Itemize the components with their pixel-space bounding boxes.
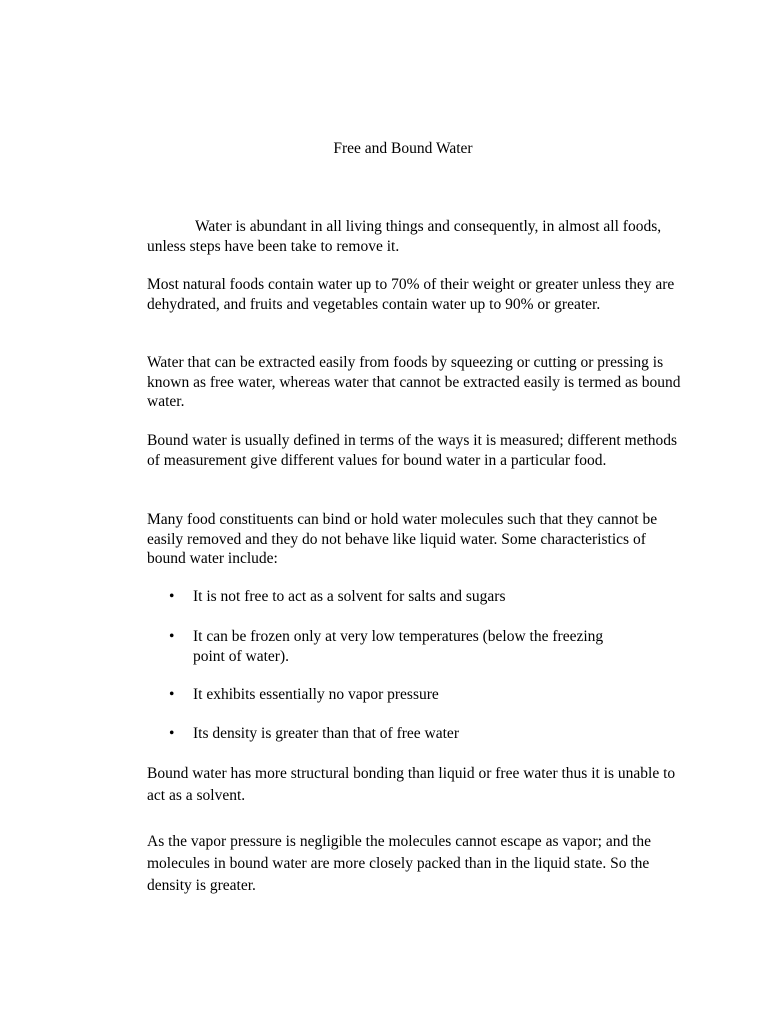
paragraph-water-content: Most natural foods contain water up to 70% of their weight or greater unless they are dehydrated, and fruits and vegetables contain water up to 90% or greater. — [147, 276, 675, 313]
bullet-marker: • — [169, 588, 175, 605]
paragraph-intro — [147, 217, 687, 256]
bullet-marker: • — [169, 686, 175, 703]
list-item-text: It is not free to act as a solvent for salts and sugars — [193, 588, 506, 605]
paragraph-structural-bonding: Bound water has more structural bonding than liquid or free water thus it is unable to act as a solvent. — [147, 765, 676, 804]
paragraph-vapor-pressure: As the vapor pressure is negligible the molecules cannot escape as vapor; and the molecules in bound water are more closely packed than in the liquid state. So the density is greater. — [147, 833, 652, 894]
list-item-text: It exhibits essentially no vapor pressure — [193, 686, 439, 703]
list-item-text: Its density is greater than that of free water — [193, 725, 459, 742]
paragraph-intro-text: Water is abundant in all living things and consequently, in almost all foods, unless steps have been take to remove it. — [147, 218, 662, 255]
bullet-marker: • — [169, 628, 175, 645]
paragraph-bound-water-characteristics: Many food constituents can bind or hold water molecules such that they cannot be easily removed and they do not behave like liquid water. Some characteristics of bound water include: — [147, 511, 658, 567]
paragraph-bound-water-measurement: Bound water is usually defined in terms of the ways it is measured; different methods of measurement give different values for bound water in a particular food. — [147, 432, 678, 469]
bullet-marker: • — [169, 725, 175, 742]
paragraph-free-water-definition: Water that can be extracted easily from foods by squeezing or cutting or pressing is known as free water, whereas water that cannot be extracted easily is termed as bound water. — [147, 354, 681, 410]
list-item-text: It can be frozen only at very low temperatures (below the freezing point of water). — [193, 628, 604, 665]
page-title: Free and Bound Water — [333, 140, 473, 157]
